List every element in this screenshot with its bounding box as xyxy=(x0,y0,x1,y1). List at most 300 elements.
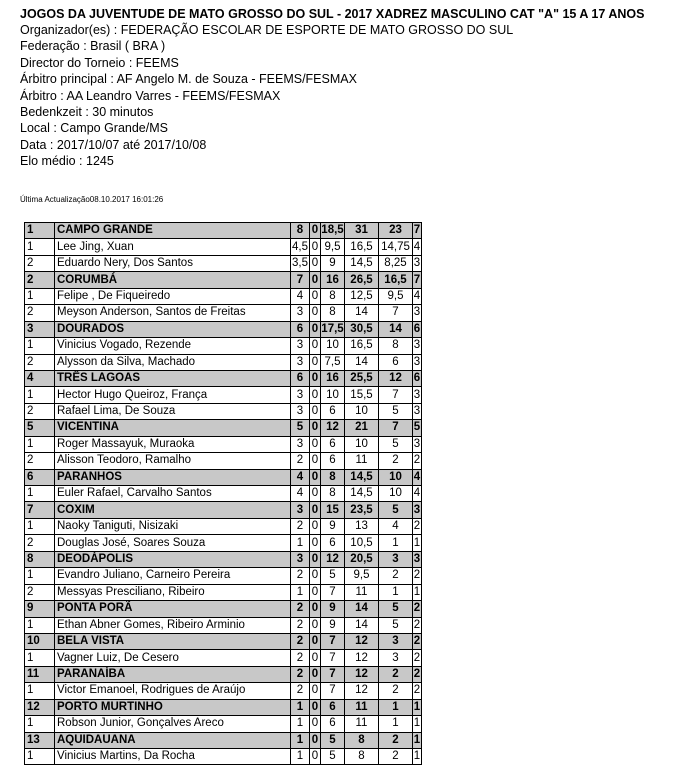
score-cell: 0 xyxy=(310,288,321,304)
score-cell: 0 xyxy=(310,370,321,386)
score-cell: 9 xyxy=(321,255,345,271)
score-cell: 2 xyxy=(291,518,310,534)
score-cell: 3 xyxy=(379,650,413,666)
team-row xyxy=(25,321,422,337)
player-name: Rafael Lima, De Souza xyxy=(55,403,291,419)
player-name: Douglas José, Soares Souza xyxy=(55,535,291,551)
score-cell: 2 xyxy=(379,568,413,584)
score-cell: 9 xyxy=(321,617,345,633)
team-name: DEODÁPOLIS xyxy=(55,551,291,567)
info-line: Árbitro : AA Leandro Varres - FEEMS/FESMAX xyxy=(20,88,281,103)
score-cell: 8 xyxy=(321,486,345,502)
score-cell: 0 xyxy=(310,551,321,567)
player-name: Eduardo Nery, Dos Santos xyxy=(55,255,291,271)
score-cell: 1 xyxy=(291,535,310,551)
score-cell: 6 xyxy=(321,436,345,452)
player-row xyxy=(25,650,422,666)
player-row xyxy=(25,239,422,255)
score-cell: 10 xyxy=(379,486,413,502)
score-cell: 3 xyxy=(413,502,422,518)
score-cell: 10 xyxy=(321,338,345,354)
score-cell: 31 xyxy=(345,223,379,239)
score-cell: 16 xyxy=(321,272,345,288)
score-cell: 3 xyxy=(413,338,422,354)
score-cell: 9 xyxy=(321,518,345,534)
team-row xyxy=(25,699,422,715)
player-name: Hector Hugo Queiroz, França xyxy=(55,387,291,403)
score-cell: 14,5 xyxy=(345,469,379,485)
score-cell: 13 xyxy=(345,518,379,534)
player-number: 1 xyxy=(25,486,55,502)
team-rank: 12 xyxy=(25,699,55,715)
score-cell: 0 xyxy=(310,453,321,469)
player-row xyxy=(25,584,422,600)
score-cell: 4 xyxy=(291,288,310,304)
player-number: 2 xyxy=(25,453,55,469)
score-cell: 0 xyxy=(310,650,321,666)
score-cell: 0 xyxy=(310,255,321,271)
score-cell: 1 xyxy=(291,732,310,748)
score-cell: 1 xyxy=(291,716,310,732)
score-cell: 6 xyxy=(321,716,345,732)
score-cell: 9,5 xyxy=(379,288,413,304)
score-cell: 2 xyxy=(413,683,422,699)
team-name: CAMPO GRANDE xyxy=(55,223,291,239)
score-cell: 6 xyxy=(321,535,345,551)
score-cell: 1 xyxy=(379,535,413,551)
player-row xyxy=(25,305,422,321)
player-row xyxy=(25,403,422,419)
score-cell: 2 xyxy=(291,633,310,649)
score-cell: 11 xyxy=(345,716,379,732)
player-row xyxy=(25,255,422,271)
player-number: 2 xyxy=(25,255,55,271)
score-cell: 4 xyxy=(379,518,413,534)
score-cell: 14,75 xyxy=(379,239,413,255)
team-rank: 6 xyxy=(25,469,55,485)
team-row xyxy=(25,551,422,567)
score-cell: 3 xyxy=(413,387,422,403)
info-line: Director do Torneio : FEEMS xyxy=(20,55,179,70)
score-cell: 1 xyxy=(291,699,310,715)
team-name: COXIM xyxy=(55,502,291,518)
info-line: Árbitro principal : AF Angelo M. de Souza - FEEMS/FESMAX xyxy=(20,72,357,87)
score-cell: 10 xyxy=(345,436,379,452)
score-cell: 7 xyxy=(379,420,413,436)
score-cell: 2 xyxy=(413,650,422,666)
score-cell: 3 xyxy=(291,551,310,567)
score-cell: 7 xyxy=(379,387,413,403)
team-name: PARANAÍBA xyxy=(55,666,291,682)
score-cell: 0 xyxy=(310,354,321,370)
score-cell: 0 xyxy=(310,584,321,600)
team-name: PONTA PORÃ xyxy=(55,601,291,617)
player-name: Felipe , De Fiqueiredo xyxy=(55,288,291,304)
score-cell: 8 xyxy=(345,749,379,765)
info-line: Federação : Brasil ( BRA ) xyxy=(20,39,166,54)
score-cell: 14 xyxy=(379,321,413,337)
player-number: 1 xyxy=(25,436,55,452)
score-cell: 10 xyxy=(321,387,345,403)
score-cell: 0 xyxy=(310,683,321,699)
score-cell: 2 xyxy=(413,617,422,633)
player-number: 2 xyxy=(25,305,55,321)
score-cell: 7,5 xyxy=(321,354,345,370)
score-cell: 11 xyxy=(345,584,379,600)
team-row xyxy=(25,370,422,386)
score-cell: 9,5 xyxy=(321,239,345,255)
score-cell: 3 xyxy=(291,338,310,354)
player-name: Euler Rafael, Carvalho Santos xyxy=(55,486,291,502)
score-cell: 3 xyxy=(291,502,310,518)
player-name: Robson Junior, Gonçalves Areco xyxy=(55,716,291,732)
team-name: DOURADOS xyxy=(55,321,291,337)
score-cell: 2 xyxy=(379,666,413,682)
player-row xyxy=(25,453,422,469)
score-cell: 8 xyxy=(291,223,310,239)
score-cell: 11 xyxy=(345,699,379,715)
score-cell: 10 xyxy=(345,403,379,419)
score-cell: 7 xyxy=(291,272,310,288)
team-rank: 2 xyxy=(25,272,55,288)
score-cell: 1 xyxy=(413,749,422,765)
score-cell: 5 xyxy=(291,420,310,436)
team-rank: 9 xyxy=(25,601,55,617)
score-cell: 7 xyxy=(413,223,422,239)
player-row xyxy=(25,535,422,551)
score-cell: 0 xyxy=(310,732,321,748)
score-cell: 7 xyxy=(379,305,413,321)
team-row xyxy=(25,420,422,436)
score-cell: 1 xyxy=(379,584,413,600)
player-name: Vagner Luiz, De Cesero xyxy=(55,650,291,666)
player-name: Alysson da Silva, Machado xyxy=(55,354,291,370)
score-cell: 7 xyxy=(321,633,345,649)
score-cell: 8 xyxy=(379,338,413,354)
info-line: Elo médio : 1245 xyxy=(20,154,114,169)
player-number: 1 xyxy=(25,617,55,633)
score-cell: 9 xyxy=(321,601,345,617)
score-cell: 10,5 xyxy=(345,535,379,551)
score-cell: 6 xyxy=(413,321,422,337)
score-cell: 0 xyxy=(310,633,321,649)
score-cell: 5 xyxy=(321,749,345,765)
score-cell: 3 xyxy=(291,305,310,321)
score-cell: 5 xyxy=(379,403,413,419)
player-number: 2 xyxy=(25,403,55,419)
score-cell: 2 xyxy=(379,683,413,699)
score-cell: 4 xyxy=(413,239,422,255)
team-rank: 10 xyxy=(25,633,55,649)
standings-table xyxy=(24,222,422,765)
score-cell: 2 xyxy=(291,666,310,682)
score-cell: 14,5 xyxy=(345,486,379,502)
score-cell: 5 xyxy=(321,732,345,748)
player-number: 1 xyxy=(25,338,55,354)
score-cell: 0 xyxy=(310,436,321,452)
score-cell: 4 xyxy=(291,486,310,502)
score-cell: 2 xyxy=(379,453,413,469)
player-name: Meyson Anderson, Santos de Freitas xyxy=(55,305,291,321)
score-cell: 12 xyxy=(345,683,379,699)
score-cell: 0 xyxy=(310,469,321,485)
score-cell: 0 xyxy=(310,535,321,551)
score-cell: 7 xyxy=(321,584,345,600)
player-number: 1 xyxy=(25,683,55,699)
score-cell: 0 xyxy=(310,272,321,288)
player-number: 1 xyxy=(25,650,55,666)
team-row xyxy=(25,502,422,518)
score-cell: 0 xyxy=(310,749,321,765)
team-name: AQUIDAUANA xyxy=(55,732,291,748)
score-cell: 14 xyxy=(345,305,379,321)
player-name: Roger Massayuk, Muraoka xyxy=(55,436,291,452)
team-row xyxy=(25,223,422,239)
score-cell: 9,5 xyxy=(345,568,379,584)
team-name: PARANHOS xyxy=(55,469,291,485)
score-cell: 15,5 xyxy=(345,387,379,403)
score-cell: 5 xyxy=(379,436,413,452)
score-cell: 16,5 xyxy=(379,272,413,288)
team-rank: 7 xyxy=(25,502,55,518)
player-row xyxy=(25,387,422,403)
score-cell: 4 xyxy=(413,486,422,502)
score-cell: 2 xyxy=(291,568,310,584)
score-cell: 6 xyxy=(413,370,422,386)
team-row xyxy=(25,272,422,288)
player-row xyxy=(25,518,422,534)
player-row xyxy=(25,617,422,633)
score-cell: 12 xyxy=(321,420,345,436)
score-cell: 23 xyxy=(379,223,413,239)
score-cell: 3 xyxy=(413,305,422,321)
score-cell: 4 xyxy=(413,288,422,304)
score-cell: 0 xyxy=(310,321,321,337)
info-line: Data : 2017/10/07 até 2017/10/08 xyxy=(20,137,207,152)
score-cell: 2 xyxy=(379,749,413,765)
score-cell: 5 xyxy=(379,601,413,617)
score-cell: 12 xyxy=(345,666,379,682)
score-cell: 12,5 xyxy=(345,288,379,304)
player-number: 1 xyxy=(25,288,55,304)
team-row xyxy=(25,601,422,617)
document-header xyxy=(20,6,690,170)
score-cell: 1 xyxy=(413,535,422,551)
team-rank: 3 xyxy=(25,321,55,337)
player-row xyxy=(25,568,422,584)
score-cell: 14 xyxy=(345,617,379,633)
score-cell: 3 xyxy=(413,436,422,452)
score-cell: 3 xyxy=(413,354,422,370)
player-row xyxy=(25,486,422,502)
player-row xyxy=(25,288,422,304)
score-cell: 15 xyxy=(321,502,345,518)
score-cell: 1 xyxy=(413,732,422,748)
score-cell: 1 xyxy=(379,716,413,732)
score-cell: 2 xyxy=(413,518,422,534)
team-name: TRÊS LAGOAS xyxy=(55,370,291,386)
score-cell: 0 xyxy=(310,338,321,354)
team-rank: 13 xyxy=(25,732,55,748)
score-cell: 26,5 xyxy=(345,272,379,288)
score-cell: 6 xyxy=(321,699,345,715)
score-cell: 7 xyxy=(321,650,345,666)
score-cell: 5 xyxy=(379,502,413,518)
score-cell: 1 xyxy=(379,699,413,715)
info-line: Local : Campo Grande/MS xyxy=(20,121,168,136)
score-cell: 0 xyxy=(310,223,321,239)
score-cell: 20,5 xyxy=(345,551,379,567)
team-row xyxy=(25,633,422,649)
team-rank: 11 xyxy=(25,666,55,682)
score-cell: 11 xyxy=(345,453,379,469)
score-cell: 6 xyxy=(379,354,413,370)
score-cell: 3 xyxy=(291,387,310,403)
score-cell: 14 xyxy=(345,601,379,617)
score-cell: 16,5 xyxy=(345,239,379,255)
score-cell: 2 xyxy=(413,453,422,469)
score-cell: 0 xyxy=(310,305,321,321)
score-cell: 3 xyxy=(291,354,310,370)
team-rank: 8 xyxy=(25,551,55,567)
score-cell: 2 xyxy=(379,732,413,748)
score-cell: 0 xyxy=(310,387,321,403)
player-row xyxy=(25,749,422,765)
score-cell: 1 xyxy=(291,584,310,600)
info-line: Bedenkzeit : 30 minutos xyxy=(20,105,154,120)
player-row xyxy=(25,683,422,699)
score-cell: 7 xyxy=(321,666,345,682)
player-number: 1 xyxy=(25,387,55,403)
score-cell: 1 xyxy=(291,749,310,765)
player-number: 1 xyxy=(25,239,55,255)
player-number: 2 xyxy=(25,584,55,600)
player-number: 1 xyxy=(25,716,55,732)
score-cell: 0 xyxy=(310,239,321,255)
score-cell: 14 xyxy=(345,354,379,370)
last-update-text: Última Actualização08.10.2017 16:01:26 xyxy=(20,195,164,204)
score-cell: 0 xyxy=(310,716,321,732)
score-cell: 6 xyxy=(291,370,310,386)
score-cell: 30,5 xyxy=(345,321,379,337)
score-cell: 8,25 xyxy=(379,255,413,271)
score-cell: 4 xyxy=(291,469,310,485)
score-cell: 18,5 xyxy=(321,223,345,239)
score-cell: 16 xyxy=(321,370,345,386)
score-cell: 5 xyxy=(321,568,345,584)
score-cell: 3 xyxy=(413,551,422,567)
score-cell: 25,5 xyxy=(345,370,379,386)
score-cell: 3 xyxy=(413,403,422,419)
score-cell: 2 xyxy=(413,568,422,584)
score-cell: 7 xyxy=(321,683,345,699)
team-name: PORTO MURTINHO xyxy=(55,699,291,715)
score-cell: 1 xyxy=(413,584,422,600)
team-rank: 4 xyxy=(25,370,55,386)
score-cell: 2 xyxy=(413,601,422,617)
score-cell: 2 xyxy=(291,617,310,633)
score-cell: 3 xyxy=(413,255,422,271)
score-cell: 17,5 xyxy=(321,321,345,337)
score-cell: 2 xyxy=(291,453,310,469)
player-number: 2 xyxy=(25,535,55,551)
score-cell: 3 xyxy=(291,436,310,452)
score-cell: 2 xyxy=(291,650,310,666)
score-cell: 1 xyxy=(413,716,422,732)
score-cell: 8 xyxy=(345,732,379,748)
score-cell: 12 xyxy=(321,551,345,567)
team-row xyxy=(25,666,422,682)
score-cell: 0 xyxy=(310,601,321,617)
player-name: Ethan Abner Gomes, Ribeiro Arminio xyxy=(55,617,291,633)
score-cell: 5 xyxy=(379,617,413,633)
score-cell: 12 xyxy=(345,650,379,666)
score-cell: 12 xyxy=(345,633,379,649)
player-name: Vinicius Vogado, Rezende xyxy=(55,338,291,354)
score-cell: 5 xyxy=(413,420,422,436)
score-cell: 8 xyxy=(321,305,345,321)
score-cell: 2 xyxy=(413,666,422,682)
team-row xyxy=(25,732,422,748)
score-cell: 0 xyxy=(310,666,321,682)
player-name: Naoky Taniguti, Nisizaki xyxy=(55,518,291,534)
score-cell: 4,5 xyxy=(291,239,310,255)
score-cell: 3 xyxy=(379,551,413,567)
score-cell: 2 xyxy=(413,633,422,649)
score-cell: 0 xyxy=(310,699,321,715)
player-number: 1 xyxy=(25,518,55,534)
score-cell: 21 xyxy=(345,420,379,436)
player-name: Victor Emanoel, Rodrigues de Araújo xyxy=(55,683,291,699)
score-cell: 1 xyxy=(413,699,422,715)
score-cell: 2 xyxy=(291,683,310,699)
score-cell: 14,5 xyxy=(345,255,379,271)
score-cell: 16,5 xyxy=(345,338,379,354)
player-row xyxy=(25,436,422,452)
player-name: Evandro Juliano, Carneiro Pereira xyxy=(55,568,291,584)
score-cell: 4 xyxy=(413,469,422,485)
team-name: VICENTINA xyxy=(55,420,291,436)
score-cell: 0 xyxy=(310,486,321,502)
team-name: CORUMBÁ xyxy=(55,272,291,288)
player-number: 1 xyxy=(25,568,55,584)
score-cell: 8 xyxy=(321,469,345,485)
player-name: Lee Jing, Xuan xyxy=(55,239,291,255)
score-cell: 0 xyxy=(310,568,321,584)
player-number: 1 xyxy=(25,749,55,765)
score-cell: 8 xyxy=(321,288,345,304)
score-cell: 0 xyxy=(310,518,321,534)
score-cell: 6 xyxy=(321,453,345,469)
player-number: 2 xyxy=(25,354,55,370)
player-row xyxy=(25,338,422,354)
score-cell: 3,5 xyxy=(291,255,310,271)
score-cell: 23,5 xyxy=(345,502,379,518)
score-cell: 0 xyxy=(310,403,321,419)
team-rank: 5 xyxy=(25,420,55,436)
tournament-info xyxy=(20,22,690,170)
score-cell: 10 xyxy=(379,469,413,485)
team-name: BELA VISTA xyxy=(55,633,291,649)
score-cell: 0 xyxy=(310,617,321,633)
score-cell: 6 xyxy=(321,403,345,419)
score-cell: 7 xyxy=(413,272,422,288)
player-row xyxy=(25,716,422,732)
score-cell: 0 xyxy=(310,420,321,436)
score-cell: 6 xyxy=(291,321,310,337)
score-cell: 3 xyxy=(379,633,413,649)
team-row xyxy=(25,469,422,485)
